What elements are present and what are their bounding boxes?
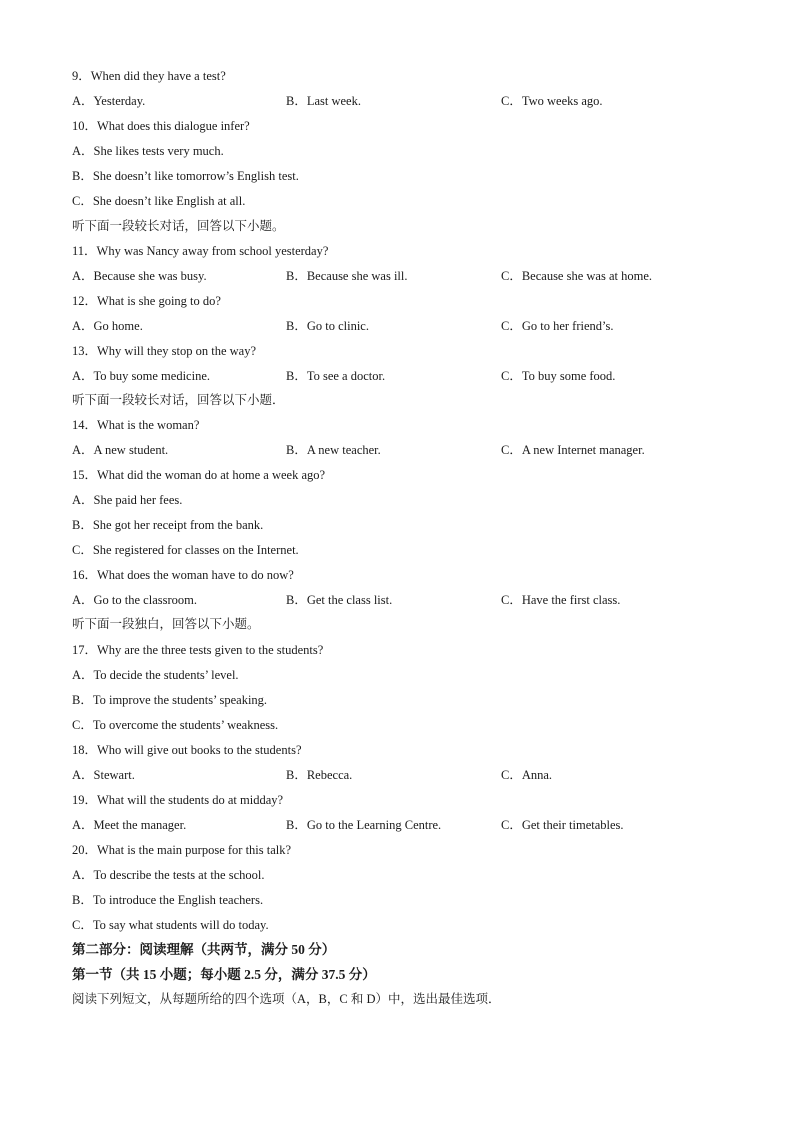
question-15-option-b: B．She got her receipt from the bank. xyxy=(72,518,264,532)
question-15-option-a: A．She paid her fees. xyxy=(72,493,183,507)
question-9-stem: 9．When did they have a test? xyxy=(72,69,226,83)
question-12-option-b: B．Go to clinic. xyxy=(286,319,369,333)
question-20-option-c: C．To say what students will do today. xyxy=(72,918,269,932)
reading-instruction: 阅读下列短文，从每题所给的四个选项（A，B，C 和 D）中，选出最佳选项． xyxy=(72,992,501,1006)
question-17-option-a: A．To decide the students’ level. xyxy=(72,668,239,682)
question-10-stem: 10．What does this dialogue infer? xyxy=(72,119,250,133)
question-12-stem: 12．What is she going to do? xyxy=(72,294,221,308)
question-10-option-a: A．She likes tests very much. xyxy=(72,144,224,158)
question-14-option-b: B．A new teacher. xyxy=(286,443,381,457)
question-11-option-b: B．Because she was ill. xyxy=(286,269,408,283)
question-13-option-c: C．To buy some food. xyxy=(501,369,616,383)
question-16-option-a: A．Go to the classroom. xyxy=(72,593,197,607)
question-16-option-b: B．Get the class list. xyxy=(286,593,393,607)
section-1-heading: 第一节（共 15 小题；每小题 2.5 分，满分 37.5 分） xyxy=(72,967,376,982)
question-20-stem: 20．What is the main purpose for this talk? xyxy=(72,843,292,857)
question-16-option-c: C．Have the first class. xyxy=(501,593,621,607)
question-18-option-a: A．Stewart. xyxy=(72,768,135,782)
question-12-option-a: A．Go home. xyxy=(72,319,143,333)
question-12-option-c: C．Go to her friend’s. xyxy=(501,319,614,333)
question-15-stem: 15．What did the woman do at home a week ago? xyxy=(72,468,326,482)
question-17-option-c: C．To overcome the students’ weakness. xyxy=(72,718,279,732)
question-9-option-b: B．Last week. xyxy=(286,94,361,108)
question-13-stem: 13．Why will they stop on the way? xyxy=(72,344,256,358)
question-13-option-b: B．To see a doctor. xyxy=(286,369,386,383)
question-20-option-b: B．To introduce the English teachers. xyxy=(72,893,264,907)
question-17-option-b: B．To improve the students’ speaking. xyxy=(72,693,268,707)
question-11-stem: 11．Why was Nancy away from school yesterday? xyxy=(72,244,329,258)
question-14-option-a: A．A new student. xyxy=(72,443,169,457)
question-18-option-b: B．Rebecca. xyxy=(286,768,353,782)
part-2-heading: 第二部分：阅读理解（共两节，满分 50 分） xyxy=(72,942,336,957)
question-11-option-a: A．Because she was busy. xyxy=(72,269,207,283)
question-13-option-a: A．To buy some medicine. xyxy=(72,369,210,383)
listening-instruction-2: 听下面一段较长对话，回答以下小题． xyxy=(72,393,285,407)
question-14-option-c: C．A new Internet manager. xyxy=(501,443,645,457)
question-10-option-c: C．She doesn’t like English at all. xyxy=(72,194,246,208)
question-18-stem: 18．Who will give out books to the students? xyxy=(72,743,302,757)
question-19-option-c: C．Get their timetables. xyxy=(501,818,624,832)
question-15-option-c: C．She registered for classes on the Internet. xyxy=(72,543,299,557)
question-16-stem: 16．What does the woman have to do now? xyxy=(72,568,294,582)
question-19-option-a: A．Meet the manager. xyxy=(72,818,187,832)
listening-instruction-1: 听下面一段较长对话，回答以下小题。 xyxy=(72,219,285,233)
listening-instruction-3: 听下面一段独白，回答以下小题。 xyxy=(72,617,260,631)
question-17-stem: 17．Why are the three tests given to the students? xyxy=(72,643,324,657)
question-19-stem: 19．What will the students do at midday? xyxy=(72,793,284,807)
question-9-option-a: A．Yesterday. xyxy=(72,94,146,108)
question-9-option-c: C．Two weeks ago. xyxy=(501,94,603,108)
question-20-option-a: A．To describe the tests at the school. xyxy=(72,868,265,882)
question-10-option-b: B．She doesn’t like tomorrow’s English test. xyxy=(72,169,299,183)
question-18-option-c: C．Anna. xyxy=(501,768,553,782)
question-19-option-b: B．Go to the Learning Centre. xyxy=(286,818,442,832)
question-14-stem: 14．What is the woman? xyxy=(72,418,200,432)
question-11-option-c: C．Because she was at home. xyxy=(501,269,653,283)
